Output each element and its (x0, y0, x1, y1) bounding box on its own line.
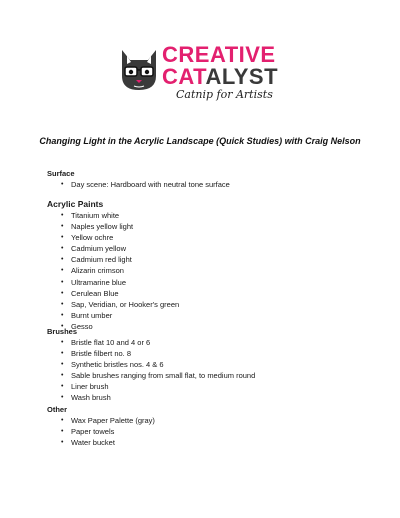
list-item: • Cadmium red light (61, 254, 179, 265)
list-item: • Alizarin crimson (61, 265, 179, 276)
brand-line-2a: CAT (162, 64, 206, 89)
item-list (47, 179, 230, 190)
list-item: • Naples yellow light (61, 221, 179, 232)
item-list (47, 415, 155, 448)
section-brushes (47, 326, 255, 404)
brand-line-2b: ALYST (205, 64, 279, 89)
list-item: • Water bucket (61, 437, 155, 448)
list-item: • Burnt umber (61, 310, 179, 321)
list-item: • Titanium white (61, 210, 179, 221)
cat-face-icon (118, 46, 160, 92)
brand-logo (0, 38, 400, 118)
section-surface (47, 168, 230, 190)
brand-wordmark (162, 44, 278, 88)
section-heading: Acrylic Paints (47, 199, 104, 209)
brand-tagline: Catnip for Artists (176, 88, 273, 101)
section-heading: Other (47, 405, 68, 414)
list-item: • Liner brush (61, 381, 255, 392)
list-item: • Day scene: Hardboard with neutral tone surface (61, 179, 230, 190)
section-acrylic-paints (47, 199, 179, 332)
section-other (47, 404, 155, 448)
list-item: • Sap, Veridian, or Hooker's green (61, 299, 179, 310)
list-item: • Wash brush (61, 392, 255, 403)
list-item: • Cadmium yellow (61, 243, 179, 254)
list-item: • Ultramarine blue (61, 277, 179, 288)
section-heading: Surface (47, 169, 75, 178)
list-item: • Bristle flat 10 and 4 or 6 (61, 337, 255, 348)
list-item: • Cerulean Blue (61, 288, 179, 299)
list-item: • Yellow ochre (61, 232, 179, 243)
list-item: • Bristle filbert no. 8 (61, 348, 255, 359)
item-list (47, 337, 255, 404)
list-item: • Sable brushes ranging from small flat, to medium round (61, 370, 255, 381)
list-item: • Gesso (61, 321, 179, 332)
brand-line-2 (162, 66, 278, 88)
item-list (47, 210, 179, 332)
section-heading: Brushes (47, 327, 78, 336)
list-item: • Paper towels (61, 426, 155, 437)
document-title: Changing Light in the Acrylic Landscape (Quick Studies) with Craig Nelson (39, 136, 361, 146)
list-item: • Synthetic bristles nos. 4 & 6 (61, 359, 255, 370)
list-item: • Wax Paper Palette (gray) (61, 415, 155, 426)
brand-line-1: CREATIVE (162, 42, 276, 67)
